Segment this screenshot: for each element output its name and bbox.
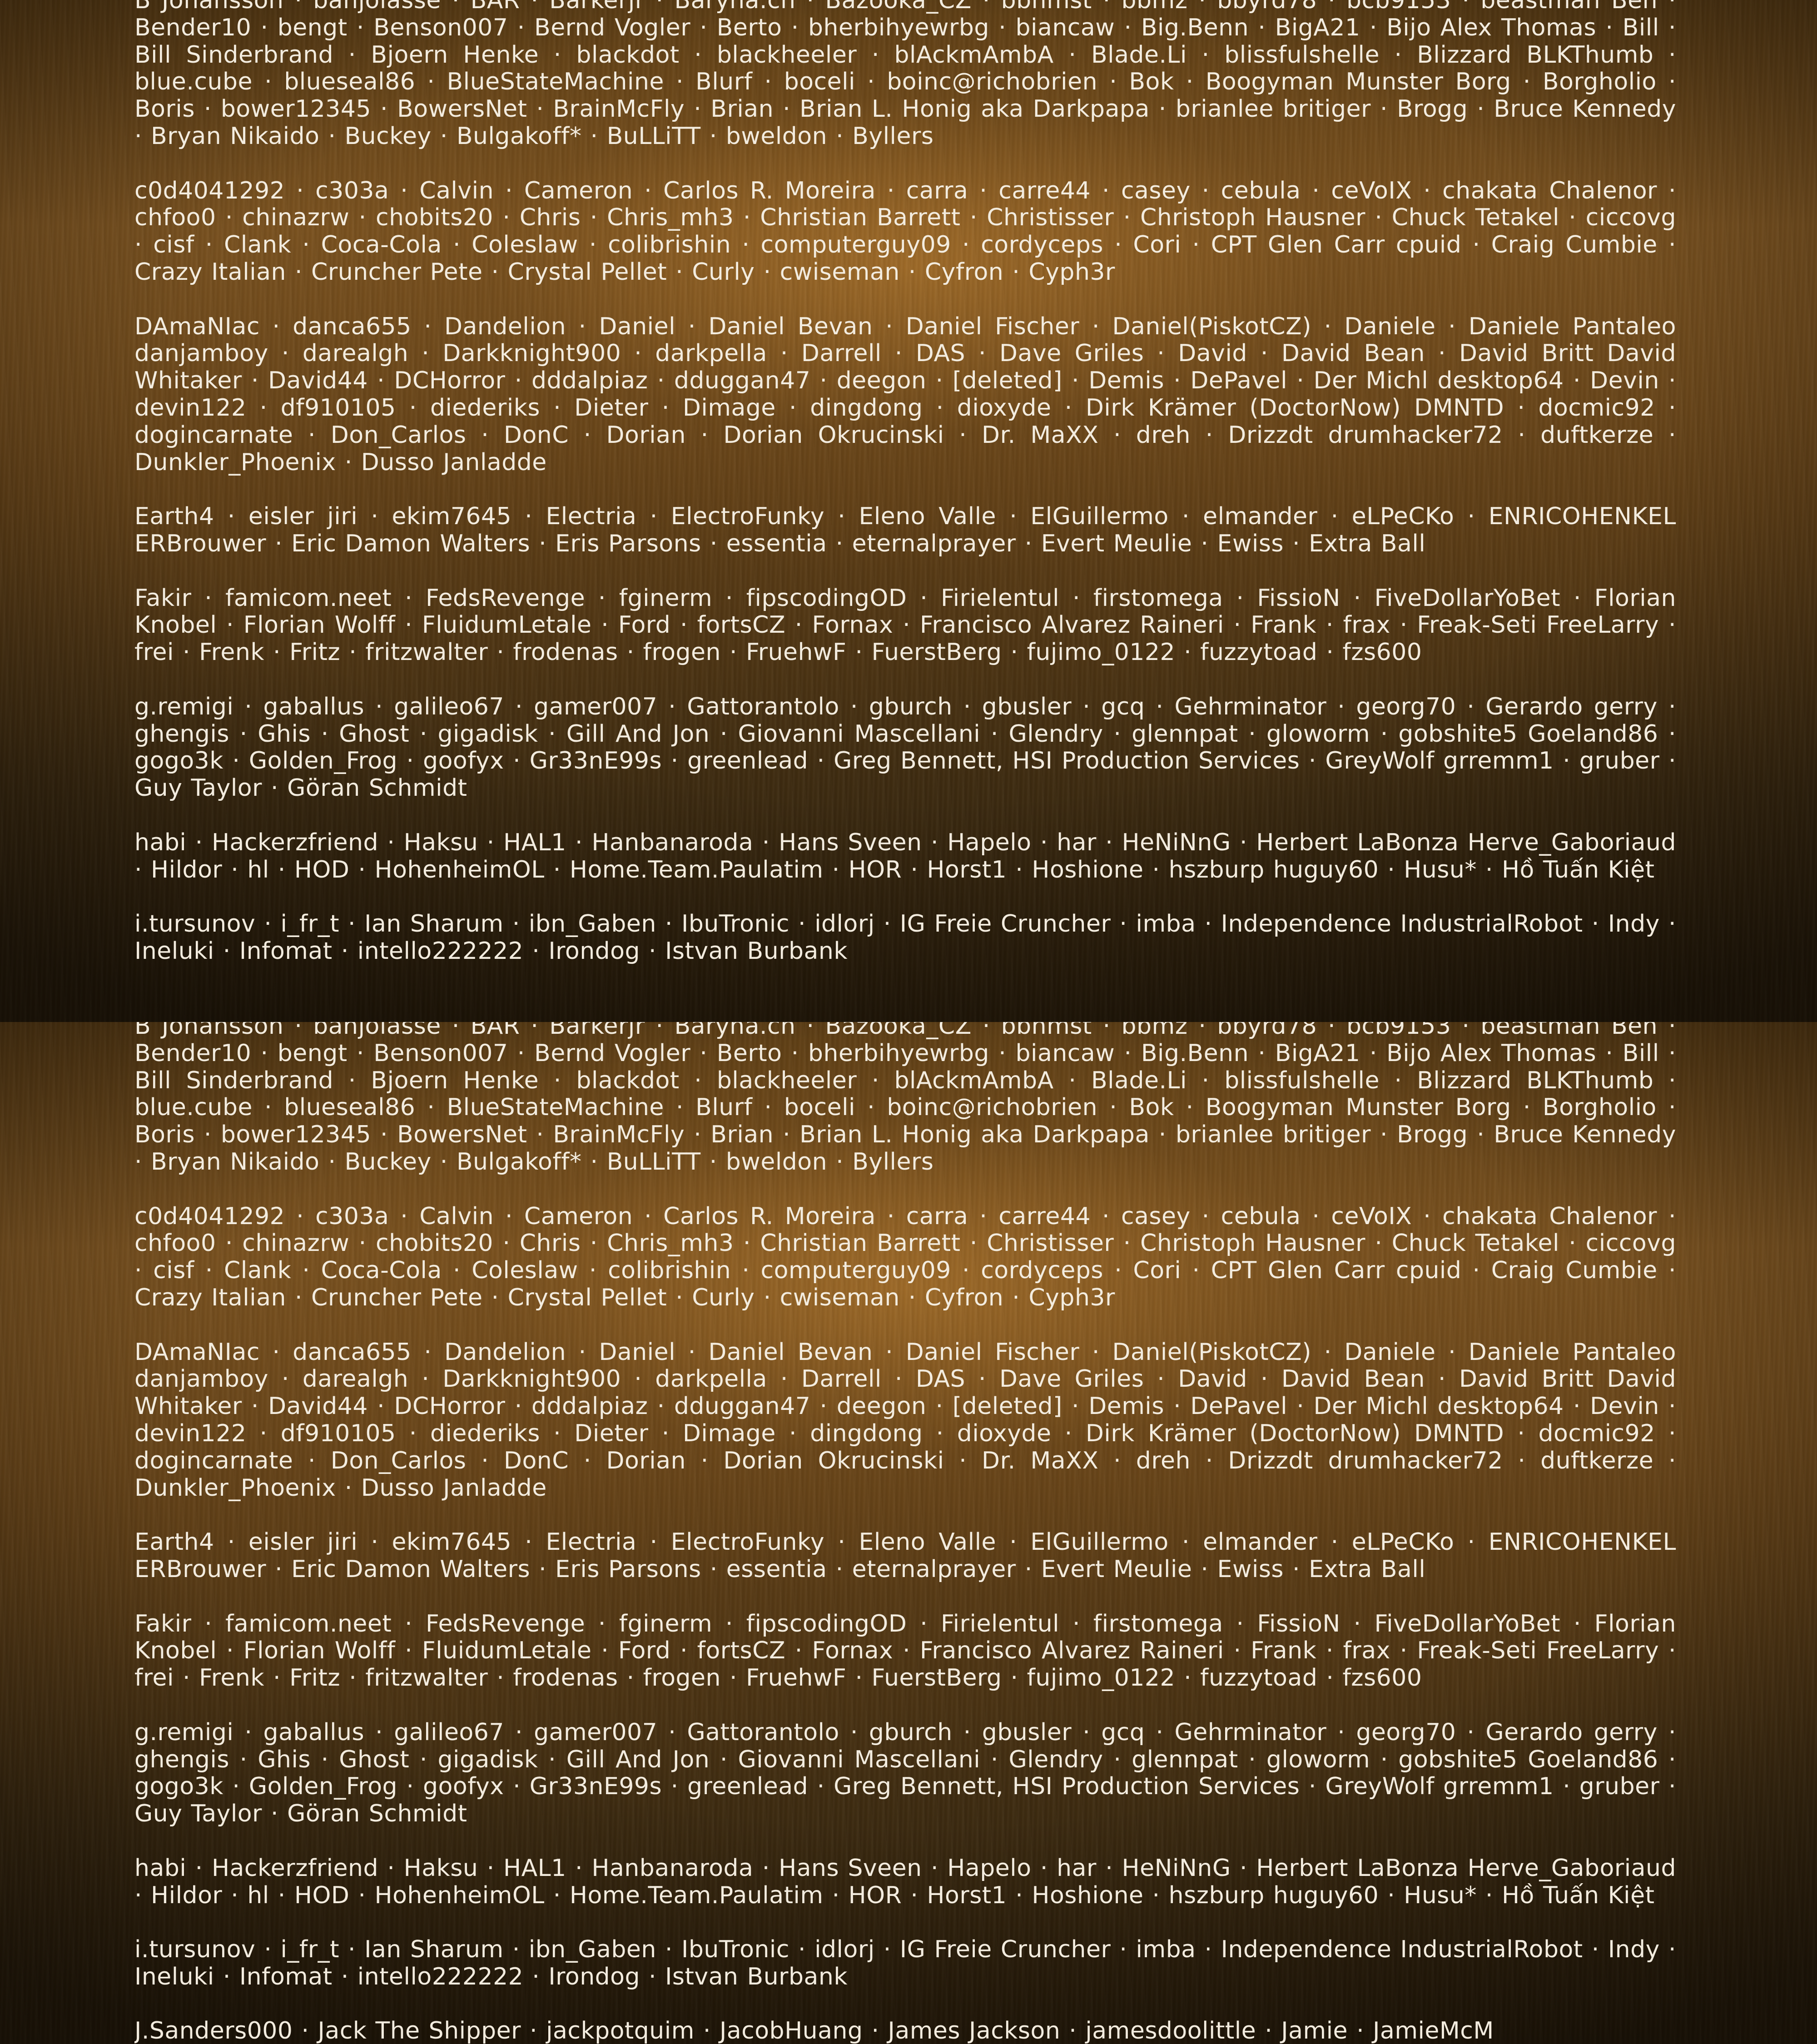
credits-group-b: B Johansson · banjolasse · BAR · Barkerjr · Baryna.ch · Bazooka_CZ · bbhmst · bbmz · bbyrd78 · bcb9153 · beastman Ben · Bender10 · bengt · Benson007 · Bernd Vogler · Berto · bherbihyewrbg · biancaw · Big.Benn · BigA21 · Bijo Alex Thomas · Bill · Bill Sinderbrand · Bjoern Henke · blackdot · blackheeler · blAckmAmbA · Blade.Li · blissfulshelle · Blizzard BLKThumb · blue.cube · blueseal86 · BlueStateMachine · Blurf · boceli · boinc@richobrien · Bok · Boogyman Munster Borg · Borgholio · Boris · bower12345 · BowersNet · BrainMcFly · Brian · Brian L. Honig aka Darkpapa · brianlee britiger · Brogg · Bruce Kennedy · Bryan Nikaido · Buckey · Bulgakoff* · BuLLiTT · bweldon · Byllers: [134, 0, 1676, 150]
credits-group-d: DAmaNIac · danca655 · Dandelion · Daniel · Daniel Bevan · Daniel Fischer · Daniel(PiskotCZ) · Daniele · Daniele Pantaleo danjamboy · darealgh · Darkknight900 · darkpella · Darrell · DAS · Dave Griles · David · David Bean · David Britt David Whitaker · David44 · DCHorror · dddalpiaz · dduggan47 · deegon · [deleted] · Demis · DePavel · Der Michl desktop64 · Devin · devin122 · df910105 · diederiks · Dieter · Dimage · dingdong · dioxyde · Dirk Krämer (DoctorNow) DMNTD · docmic92 · dogincarnate · Don_Carlos · DonC · Dorian · Dorian Okrucinski · Dr. MaXX · dreh · Drizzdt drumhacker72 · duftkerze · Dunkler_Phoenix · Dusso Janladde: [134, 313, 1676, 476]
credits-group-j: J.Sanders000 · Jack The Shipper · jackpotquim · JacobHuang · James Jackson · jamesdoolittle · Jamie · JamieMcM: [134, 2018, 1676, 2044]
credits-group-b: B Johansson · banjolasse · BAR · Barkerjr · Baryna.ch · Bazooka_CZ · bbhmst · bbmz · bbyrd78 · bcb9153 · beastman Ben · Bender10 · bengt · Benson007 · Bernd Vogler · Berto · bherbihyewrbg · biancaw · Big.Benn · BigA21 · Bijo Alex Thomas · Bill · Bill Sinderbrand · Bjoern Henke · blackdot · blackheeler · blAckmAmbA · Blade.Li · blissfulshelle · Blizzard BLKThumb · blue.cube · blueseal86 · BlueStateMachine · Blurf · boceli · boinc@richobrien · Bok · Boogyman Munster Borg · Borgholio · Boris · bower12345 · BowersNet · BrainMcFly · Brian · Brian L. Honig aka Darkpapa · brianlee britiger · Brogg · Bruce Kennedy · Bryan Nikaido · Buckey · Bulgakoff* · BuLLiTT · bweldon · Byllers: [134, 1022, 1676, 1176]
credits-group-h: habi · Hackerzfriend · Haksu · HAL1 · Hanbanaroda · Hans Sveen · Hapelo · har · HeNiNnG · Herbert LaBonza Herve_Gaboriaud · Hildor · hl · HOD · HohenheimOL · Home.Team.Paulatim · HOR · Horst1 · Hoshione · hszburp huguy60 · Husu* · Hồ Tuấn Kiệt: [134, 1855, 1676, 1910]
credits-group-e: Earth4 · eisler jiri · ekim7645 · Electria · ElectroFunky · Eleno Valle · ElGuillermo · elmander · eLPeCKo · ENRICOHENKEL ERBrouwer · Eric Damon Walters · Eris Parsons · essentia · eternalprayer · Evert Meulie · Ewiss · Extra Ball: [134, 1529, 1676, 1583]
credits-group-f: Fakir · famicom.neet · FedsRevenge · fginerm · fipscodingOD · Firielentul · firstomega · FissioN · FiveDollarYoBet · Florian Knobel · Florian Wolff · FluidumLetale · Ford · fortsCZ · Fornax · Francisco Alvarez Raineri · Frank · frax · Freak-Seti FreeLarry · frei · Frenk · Fritz · fritzwalter · frodenas · frogen · FruehwF · FuerstBerg · fujimo_0122 · fuzzytoad · fzs600: [134, 585, 1676, 666]
credits-group-c: c0d4041292 · c303a · Calvin · Cameron · Carlos R. Moreira · carra · carre44 · casey · cebula · ceVoIX · chakata Chalenor · chfoo0 · chinazrw · chobits20 · Chris · Chris_mh3 · Christian Barrett · Christisser · Christoph Hausner · Chuck Tetakel · ciccovg · cisf · Clank · Coca-Cola · Coleslaw · colibrishin · computerguy09 · cordyceps · Cori · CPT Glen Carr cpuid · Craig Cumbie · Crazy Italian · Cruncher Pete · Crystal Pellet · Curly · cwiseman · Cyfron · Cyph3r: [134, 1203, 1676, 1312]
credits-group-i: i.tursunov · i_fr_t · Ian Sharum · ibn_Gaben · IbuTronic · idlorj · IG Freie Cruncher · imba · Independence IndustrialRobot · Indy · Ineluki · Infomat · intello222222 · Irondog · Istvan Burbank: [134, 911, 1676, 965]
credits-group-c: c0d4041292 · c303a · Calvin · Cameron · Carlos R. Moreira · carra · carre44 · casey · cebula · ceVoIX · chakata Chalenor · chfoo0 · chinazrw · chobits20 · Chris · Chris_mh3 · Christian Barrett · Christisser · Christoph Hausner · Chuck Tetakel · ciccovg · cisf · Clank · Coca-Cola · Coleslaw · colibrishin · computerguy09 · cordyceps · Cori · CPT Glen Carr cpuid · Craig Cumbie · Crazy Italian · Cruncher Pete · Crystal Pellet · Curly · cwiseman · Cyfron · Cyph3r: [134, 178, 1676, 286]
credits-group-g: g.remigi · gaballus · galileo67 · gamer007 · Gattorantolo · gburch · gbusler · gcq · Gehrminator · georg70 · Gerardo gerry · ghengis · Ghis · Ghost · gigadisk · Gill And Jon · Giovanni Mascellani · Glendry · glennpat · gloworm · gobshite5 Goeland86 · gogo3k · Golden_Frog · goofyx · Gr33nE99s · greenlead · Greg Bennett, HSI Production Services · GreyWolf grremm1 · gruber · Guy Taylor · Göran Schmidt: [134, 1719, 1676, 1828]
credits-group-e: Earth4 · eisler jiri · ekim7645 · Electria · ElectroFunky · Eleno Valle · ElGuillermo · elmander · eLPeCKo · ENRICOHENKEL ERBrouwer · Eric Damon Walters · Eris Parsons · essentia · eternalprayer · Evert Meulie · Ewiss · Extra Ball: [134, 503, 1676, 558]
credits-group-f: Fakir · famicom.neet · FedsRevenge · fginerm · fipscodingOD · Firielentul · firstomega · FissioN · FiveDollarYoBet · Florian Knobel · Florian Wolff · FluidumLetale · Ford · fortsCZ · Fornax · Francisco Alvarez Raineri · Frank · frax · Freak-Seti FreeLarry · frei · Frenk · Fritz · fritzwalter · frodenas · frogen · FruehwF · FuerstBerg · fujimo_0122 · fuzzytoad · fzs600: [134, 1611, 1676, 1692]
credits-group-d: DAmaNIac · danca655 · Dandelion · Daniel · Daniel Bevan · Daniel Fischer · Daniel(PiskotCZ) · Daniele · Daniele Pantaleo danjamboy · darealgh · Darkknight900 · darkpella · Darrell · DAS · Dave Griles · David · David Bean · David Britt David Whitaker · David44 · DCHorror · dddalpiaz · dduggan47 · deegon · [deleted] · Demis · DePavel · Der Michl desktop64 · Devin · devin122 · df910105 · diederiks · Dieter · Dimage · dingdong · dioxyde · Dirk Krämer (DoctorNow) DMNTD · docmic92 · dogincarnate · Don_Carlos · DonC · Dorian · Dorian Okrucinski · Dr. MaXX · dreh · Drizzdt drumhacker72 · duftkerze · Dunkler_Phoenix · Dusso Janladde: [134, 1339, 1676, 1502]
credits-group-g: g.remigi · gaballus · galileo67 · gamer007 · Gattorantolo · gburch · gbusler · gcq · Gehrminator · georg70 · Gerardo gerry · ghengis · Ghis · Ghost · gigadisk · Gill And Jon · Giovanni Mascellani · Glendry · glennpat · gloworm · gobshite5 Goeland86 · gogo3k · Golden_Frog · goofyx · Gr33nE99s · greenlead · Greg Bennett, HSI Production Services · GreyWolf grremm1 · gruber · Guy Taylor · Göran Schmidt: [134, 694, 1676, 802]
credits-group-h: habi · Hackerzfriend · Haksu · HAL1 · Hanbanaroda · Hans Sveen · Hapelo · har · HeNiNnG · Herbert LaBonza Herve_Gaboriaud · Hildor · hl · HOD · HohenheimOL · Home.Team.Paulatim · HOR · Horst1 · Hoshione · hszburp huguy60 · Husu* · Hồ Tuấn Kiệt: [134, 829, 1676, 884]
credits-group-i: i.tursunov · i_fr_t · Ian Sharum · ibn_Gaben · IbuTronic · idlorj · IG Freie Cruncher · imba · Independence IndustrialRobot · Indy · Ineluki · Infomat · intello222222 · Irondog · Istvan Burbank: [134, 1936, 1676, 1991]
